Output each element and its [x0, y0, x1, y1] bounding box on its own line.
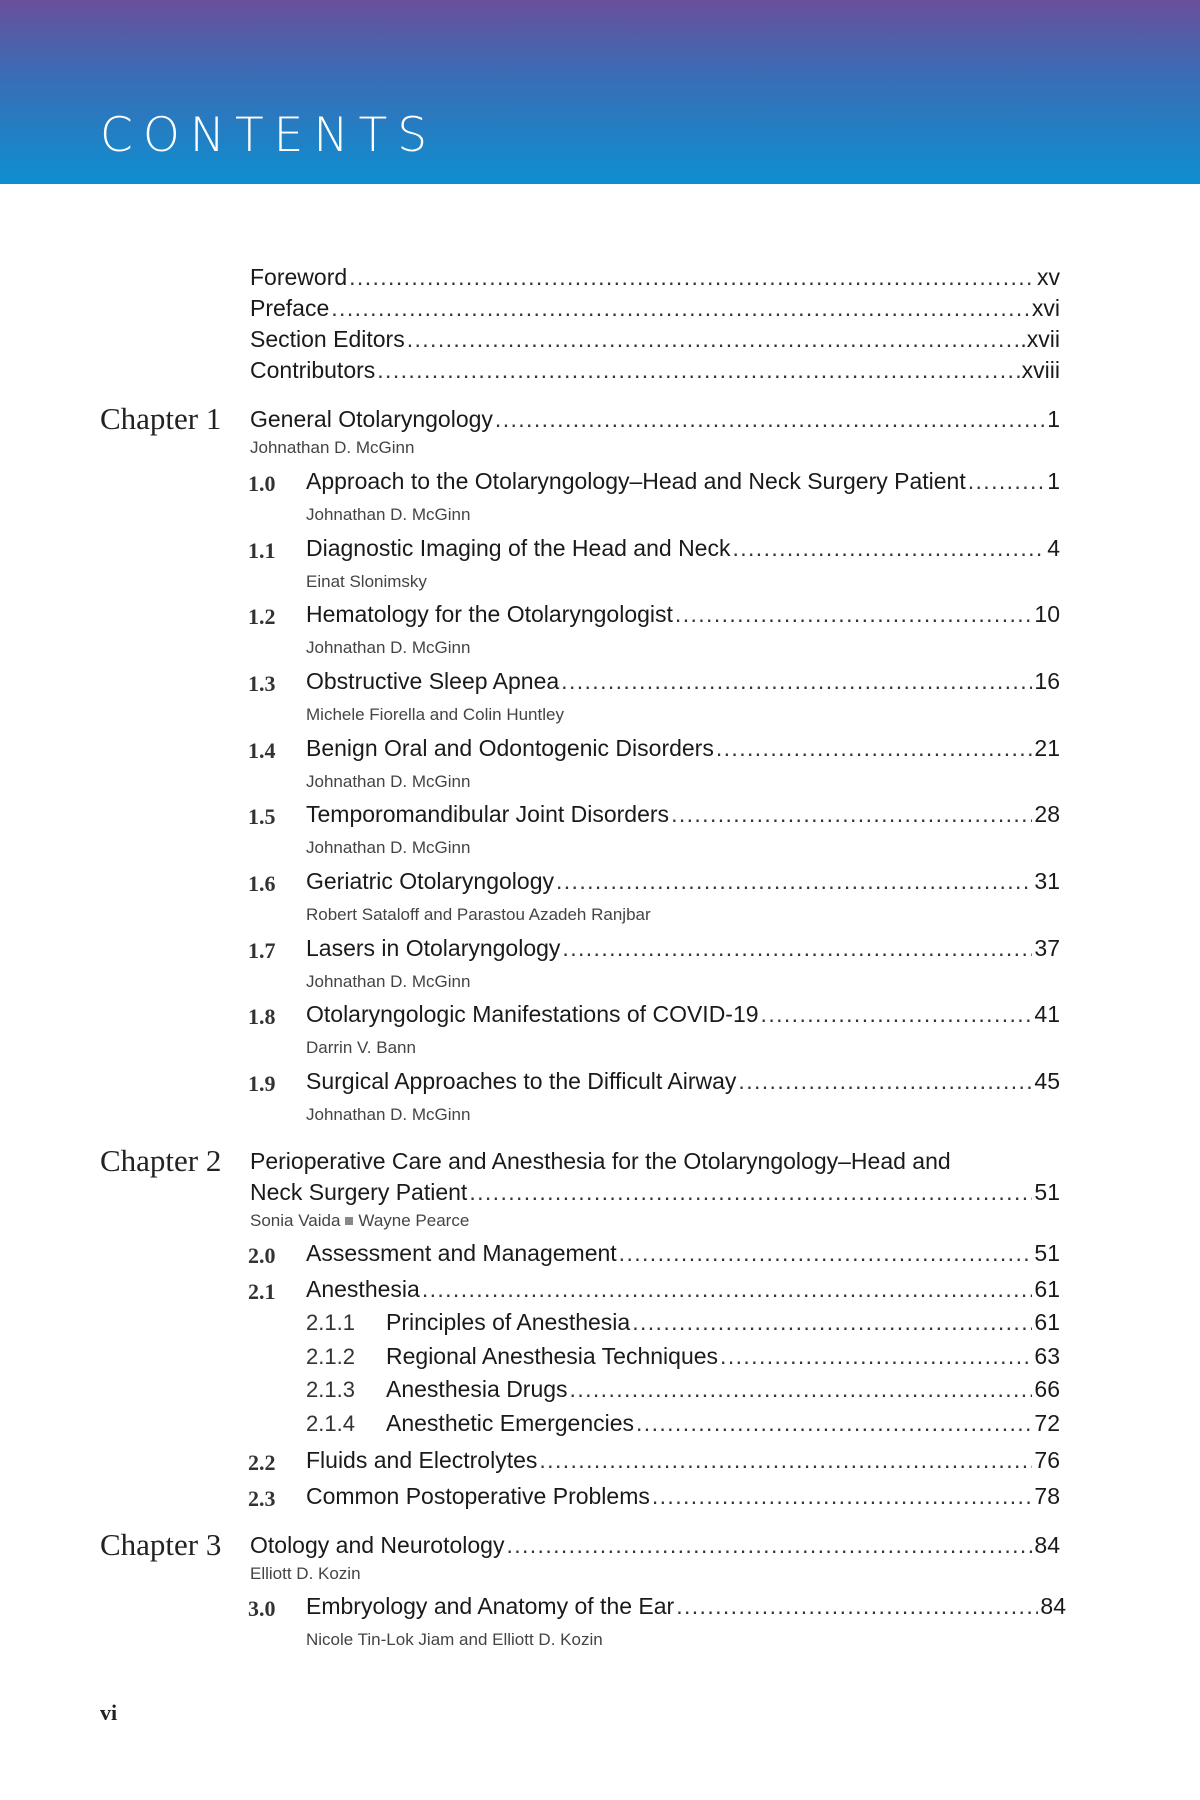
toc-subsection-2-1-1[interactable] — [386, 1309, 1060, 1336]
section-page: 4 — [1047, 535, 1060, 561]
toc-entry-contributors[interactable] — [250, 357, 1060, 384]
chapter-editor: Elliott D. Kozin — [250, 1564, 361, 1583]
section-title: Otolaryngologic Manifestations of COVID-19 — [306, 1001, 759, 1027]
section-author: Johnathan D. McGinn — [306, 838, 471, 857]
dot-leader — [407, 326, 1019, 353]
section-number: 2.1 — [248, 1279, 276, 1304]
toc-section-2-0[interactable] — [306, 1240, 1060, 1267]
section-number: 1.1 — [248, 538, 276, 563]
section-title: Assessment and Management — [306, 1240, 617, 1266]
subsection-number: 2.1.1 — [306, 1310, 355, 1335]
chapter-page: 84 — [1034, 1532, 1060, 1558]
toc-section-2-3[interactable] — [306, 1483, 1060, 1510]
toc-section-1-5[interactable] — [306, 801, 1060, 828]
section-page: 84 — [1040, 1593, 1066, 1619]
section-page: 37 — [1034, 935, 1060, 961]
toc-chapter-2-line-1[interactable] — [250, 1148, 1060, 1175]
toc-section-1-7[interactable] — [306, 935, 1060, 962]
toc-chapter-2[interactable] — [250, 1179, 1060, 1206]
dot-leader — [469, 1179, 1032, 1206]
entry-title: Section Editors — [250, 326, 405, 352]
section-page: 31 — [1034, 868, 1060, 894]
section-number: 1.2 — [248, 604, 276, 629]
section-title: Surgical Approaches to the Difficult Airway — [306, 1068, 737, 1094]
chapter-label: Chapter 1 — [100, 401, 222, 436]
section-number: 1.5 — [248, 804, 276, 829]
toc-subsection-2-1-4[interactable] — [386, 1410, 1060, 1437]
section-author: Robert Sataloff and Parastou Azadeh Ranjbar — [306, 905, 651, 924]
section-number: 2.0 — [248, 1243, 276, 1268]
subsection-page: 72 — [1034, 1410, 1060, 1436]
dot-leader — [506, 1532, 1032, 1559]
section-title: Embryology and Anatomy of the Ear — [306, 1593, 675, 1619]
section-number: 3.0 — [248, 1596, 276, 1621]
dot-leader — [495, 406, 1045, 433]
chapter-editor: Sonia Vaida — [250, 1211, 341, 1230]
section-author: Johnathan D. McGinn — [306, 772, 471, 791]
entry-title: Foreword — [250, 264, 348, 290]
toc-section-1-9[interactable] — [306, 1068, 1060, 1095]
dot-leader — [675, 601, 1032, 628]
section-page: 51 — [1034, 1240, 1060, 1266]
chapter-editors — [250, 1211, 469, 1231]
section-title: Fluids and Electrolytes — [306, 1447, 538, 1473]
chapter-title: Otology and Neurotology — [250, 1532, 505, 1558]
dot-leader — [676, 1593, 1038, 1620]
chapter-label: Chapter 3 — [100, 1527, 222, 1562]
section-author: Einat Slonimsky — [306, 572, 427, 591]
section-number: 1.0 — [248, 471, 276, 496]
toc-section-2-1[interactable] — [306, 1276, 1060, 1303]
dot-leader — [561, 668, 1032, 695]
section-page: 45 — [1034, 1068, 1060, 1094]
dot-leader — [652, 1483, 1033, 1510]
section-title: Lasers in Otolaryngology — [306, 935, 561, 961]
entry-page: xv — [1037, 264, 1060, 290]
toc-subsection-2-1-3[interactable] — [386, 1376, 1060, 1403]
toc-section-1-6[interactable] — [306, 868, 1060, 895]
page-title: CONTENTS — [100, 108, 438, 163]
section-number: 1.7 — [248, 938, 276, 963]
section-page: 41 — [1034, 1001, 1060, 1027]
section-number: 2.3 — [248, 1486, 276, 1511]
entry-title: Preface — [250, 295, 330, 321]
toc-entry-section-editors[interactable] — [250, 326, 1060, 353]
chapter-editor: Wayne Pearce — [358, 1211, 470, 1230]
entry-page: .xvii — [1020, 326, 1060, 352]
section-author: Darrin V. Bann — [306, 1038, 416, 1057]
dot-leader — [562, 935, 1032, 962]
chapter-title: General Otolaryngology — [250, 406, 493, 432]
toc-subsection-2-1-2[interactable] — [386, 1343, 1060, 1370]
section-page: 76 — [1034, 1447, 1060, 1473]
section-author: Johnathan D. McGinn — [306, 505, 471, 524]
section-number: 2.2 — [248, 1450, 276, 1475]
section-page: 61 — [1034, 1276, 1060, 1302]
dot-leader — [671, 801, 1032, 828]
toc-entry-preface[interactable] — [250, 295, 1060, 322]
subsection-title: Regional Anesthesia Techniques — [386, 1343, 719, 1369]
toc-section-1-2[interactable] — [306, 601, 1060, 628]
section-title: Anesthesia — [306, 1276, 420, 1302]
subsection-page: 66 — [1034, 1376, 1060, 1402]
section-title: Geriatric Otolaryngology — [306, 868, 554, 894]
chapter-page: 1 — [1047, 406, 1060, 432]
section-number: 1.4 — [248, 738, 276, 763]
subsection-page: 63 — [1034, 1343, 1060, 1369]
subsection-number: 2.1.4 — [306, 1411, 355, 1436]
dot-leader — [738, 1068, 1032, 1095]
section-title: Obstructive Sleep Apnea — [306, 668, 560, 694]
subsection-title: Anesthesia Drugs — [386, 1376, 568, 1402]
dot-leader — [556, 868, 1032, 895]
toc-chapter-1[interactable] — [250, 406, 1060, 433]
toc-chapter-3[interactable] — [250, 1532, 1060, 1559]
dot-leader — [619, 1240, 1033, 1267]
dot-leader — [377, 357, 1019, 384]
section-page: 21 — [1034, 735, 1060, 761]
toc-section-2-2[interactable] — [306, 1447, 1060, 1474]
entry-page: xvi — [1031, 295, 1060, 321]
toc-section-3-0[interactable] — [306, 1593, 1066, 1620]
square-separator-icon — [345, 1217, 353, 1225]
chapter-title-line-1: Perioperative Care and Anesthesia for the Otolaryngology–Head and — [250, 1148, 951, 1174]
dot-leader — [968, 468, 1045, 495]
dot-leader — [570, 1376, 1033, 1403]
section-author: Nicole Tin-Lok Jiam and Elliott D. Kozin — [306, 1630, 603, 1649]
subsection-number: 2.1.2 — [306, 1344, 355, 1369]
dot-leader — [632, 1309, 1032, 1336]
chapter-title-line-2: Neck Surgery Patient — [250, 1179, 468, 1205]
section-page: 16 — [1034, 668, 1060, 694]
dot-leader — [761, 1001, 1033, 1028]
subsection-title: Anesthetic Emergencies — [386, 1410, 635, 1436]
entry-title: Contributors — [250, 357, 376, 383]
toc-entry-foreword[interactable] — [250, 264, 1060, 291]
subsection-title: Principles of Anesthesia — [386, 1309, 631, 1335]
dot-leader — [636, 1410, 1032, 1437]
page-number: vi — [100, 1700, 118, 1725]
dot-leader — [331, 295, 1030, 322]
section-title: Common Postoperative Problems — [306, 1483, 650, 1509]
subsection-page: 61 — [1034, 1309, 1060, 1335]
dot-leader — [422, 1276, 1033, 1303]
section-page: 28 — [1034, 801, 1060, 827]
section-number: 1.9 — [248, 1071, 276, 1096]
section-author: Johnathan D. McGinn — [306, 972, 471, 991]
chapter-label: Chapter 2 — [100, 1143, 222, 1178]
chapter-page: 51 — [1034, 1179, 1060, 1205]
section-author: Johnathan D. McGinn — [306, 1105, 471, 1124]
section-number: 1.3 — [248, 671, 276, 696]
section-number: 1.8 — [248, 1004, 276, 1029]
toc-section-1-0[interactable] — [306, 468, 1060, 495]
section-page: 1 — [1047, 468, 1060, 494]
section-page: 78 — [1034, 1483, 1060, 1509]
subsection-number: 2.1.3 — [306, 1377, 355, 1402]
dot-leader — [732, 535, 1045, 562]
section-author: Michele Fiorella and Colin Huntley — [306, 705, 564, 724]
entry-page: xviii — [1021, 357, 1060, 383]
section-title: Diagnostic Imaging of the Head and Neck — [306, 535, 731, 561]
section-author: Johnathan D. McGinn — [306, 638, 471, 657]
section-title: Hematology for the Otolaryngologist — [306, 601, 673, 627]
toc-section-1-1[interactable] — [306, 535, 1060, 562]
section-title: Temporomandibular Joint Disorders — [306, 801, 670, 827]
dot-leader — [720, 1343, 1032, 1370]
toc-section-1-8[interactable] — [306, 1001, 1060, 1028]
dot-leader — [539, 1447, 1032, 1474]
dot-leader — [716, 735, 1033, 762]
toc-section-1-4[interactable] — [306, 735, 1060, 762]
section-title: Approach to the Otolaryngology–Head and Neck Surgery Patient — [306, 468, 966, 494]
section-number: 1.6 — [248, 871, 276, 896]
chapter-editor: Johnathan D. McGinn — [250, 438, 415, 457]
toc-section-1-3[interactable] — [306, 668, 1060, 695]
section-title: Benign Oral and Odontogenic Disorders — [306, 735, 714, 761]
dot-leader — [349, 264, 1035, 291]
section-page: 10 — [1034, 601, 1060, 627]
